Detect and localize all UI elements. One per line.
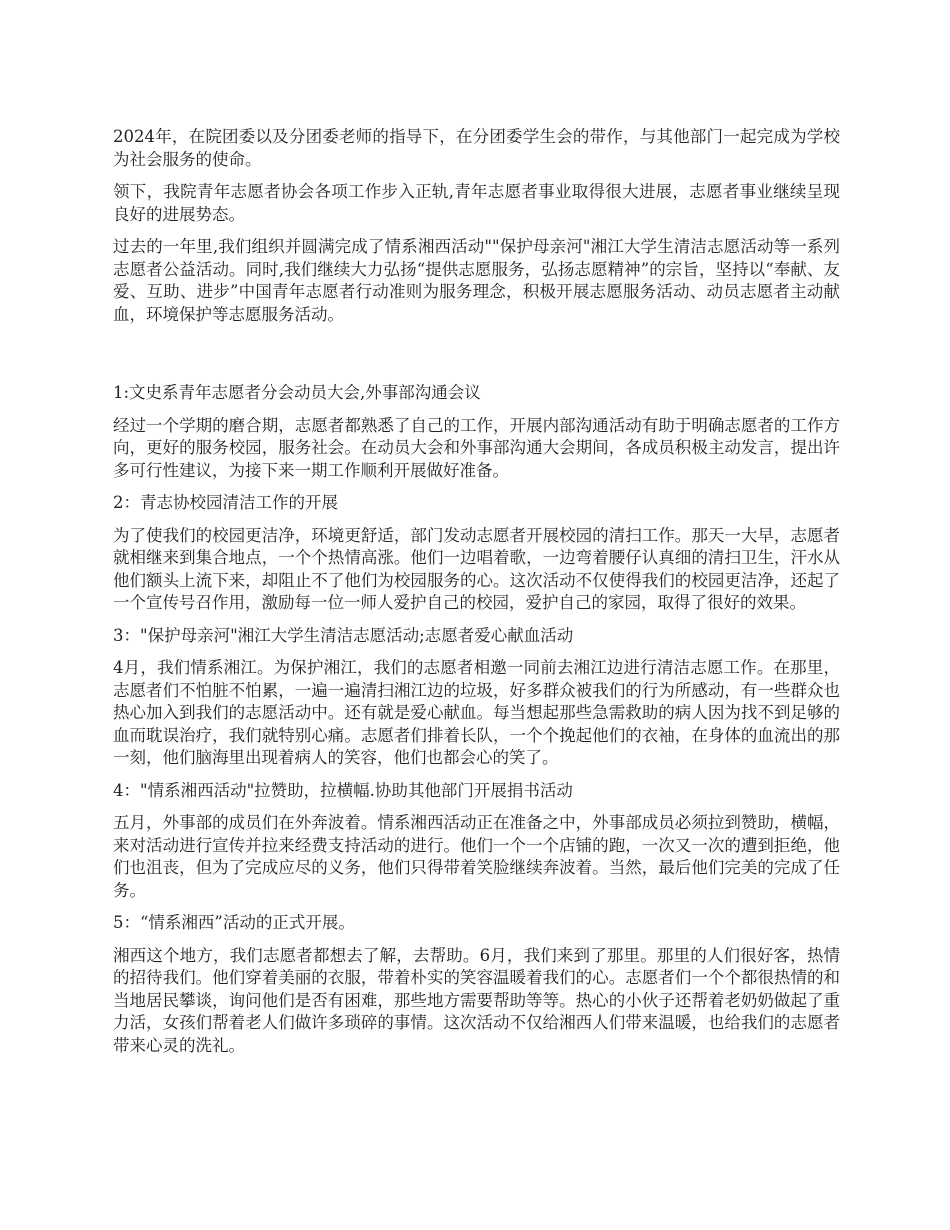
section-5-heading: 5：“情系湘西”活动的正式开展。 — [113, 913, 355, 932]
section-4-body: 五月，外事部的成员们在外奔波着。情系湘西活动正在准备之中，外事部成员必须拉到赞助，横幅，来对活动进行宣传并拉来经费支持活动的进行。他们一个一个店铺的跑，一次又一次的遭到拒绝，他们也沮丧，但为了完成应尽的义务，他们只得带着笑脸继续奔波着。当然，最后他们完美的完成了任务。 — [113, 813, 840, 900]
section-3-heading: 3："保护母亲河"湘江大学生清洁志愿活动;志愿者爱心献血活动 — [113, 625, 574, 645]
section-1-heading: 1:文史系青年志愿者分会动员大会,外事部沟通会议 — [113, 383, 481, 402]
section-2-heading: 2：青志协校园清洁工作的开展 — [113, 493, 338, 512]
section-2-body: 为了使我们的校园更洁净，环境更舒适，部门发动志愿者开展校园的清扫工作。那天一大早，志愿者就相继来到集合地点，一个个热情高涨。他们一边唱着歌，一边弯着腰仔认真细的清扫卫生，汗水从他们额头上流下来，却阻止不了他们为校园服务的心。这次活动不仅使得我们的校园更洁净，还起了一个宣传号召作用，激励每一位一师人爱护自己的校园，爱护自己的家园，取得了很好的效果。 — [113, 525, 840, 612]
section-5-body: 湘西这个地方，我们志愿者都想去了解，去帮助。6月，我们来到了那里。那里的人们很好客，热情的招待我们。他们穿着美丽的衣服，带着朴实的笑容温暖着我们的心。志愿者们一个个都很热情的和当地居民攀谈，询问他们是否有困难，那些地方需要帮助等等。热心的小伙子还帮着老奶奶做起了重力活，女孩们帮着老人们做许多琐碎的事情。这次活动不仅给湘西人们带来温暖，也给我们的志愿者带来心灵的洗礼。 — [113, 945, 840, 1055]
intro-paragraph-3: 过去的一年里,我们组织并圆满完成了情系湘西活动""保护母亲河"湘江大学生清洁志愿活动等一系列志愿者公益活动。同时,我们继续大力弘扬“提供志愿服务，弘扬志愿精神”的宗旨，坚持以“奉献、友爱、互助、进步”中国青年志愿者行动准则为服务理念，积极开展志愿服务活动、动员志愿者主动献血，环境保护等志愿服务活动。 — [113, 237, 840, 324]
intro-paragraph-2: 领下，我院青年志愿者协会各项工作步入正轨,青年志愿者事业取得很大进展，志愿者事业继续呈现良好的进展势态。 — [113, 182, 840, 224]
section-1-body: 经过一个学期的磨合期，志愿者都熟悉了自己的工作，开展内部沟通活动有助于明确志愿者的工作方向，更好的服务校园，服务社会。在动员大会和外事部沟通大会期间，各成员积极主动发言，提出许多可行性建议，为接下来一期工作顺利开展做好准备。 — [113, 415, 840, 480]
intro-paragraph-1: 2024年，在院团委以及分团委老师的指导下，在分团委学生会的带作，与其他部门一起完成为学校为社会服务的使命。 — [113, 127, 840, 169]
section-3-body: 4月，我们情系湘江。为保护湘江，我们的志愿者相邀一同前去湘江边进行清洁志愿工作。在那里，志愿者们不怕脏不怕累，一遍一遍清扫湘江边的垃圾，好多群众被我们的行为所感动，有一些群众也热心加入到我们的志愿活动中。还有就是爱心献血。每当想起那些急需救助的病人因为找不到足够的血而耽误治疗，我们就特别心痛。志愿者们排着长队，一个个挽起他们的衣袖，在身体的血流出的那一刻，他们脑海里出现着病人的笑容，他们也都会心的笑了。 — [113, 658, 840, 767]
section-spacer — [113, 336, 840, 382]
section-4-heading: 4："情系湘西活动"拉赞助，拉横幅.协助其他部门开展捐书活动 — [113, 780, 573, 800]
document-page — [113, 126, 840, 1067]
